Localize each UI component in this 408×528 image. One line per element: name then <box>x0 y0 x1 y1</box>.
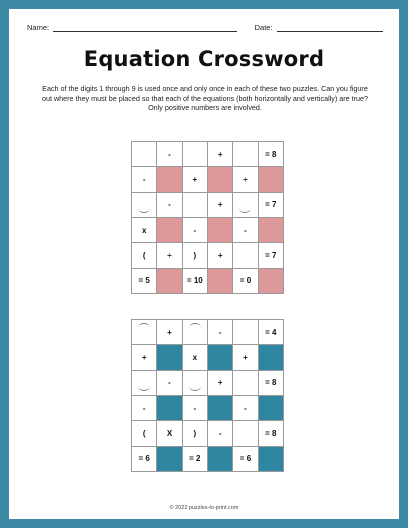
name-line <box>53 24 237 32</box>
cell-text: = 6 <box>138 454 150 464</box>
symbol-cell <box>182 446 207 471</box>
filled-cell <box>157 167 182 192</box>
answer-cell[interactable] <box>132 320 157 345</box>
filled-cell <box>157 395 182 420</box>
digit-arc-mark <box>189 386 201 391</box>
date-line <box>277 24 383 32</box>
footer-copyright: © 2022 puzzles-to-print.com <box>169 505 239 511</box>
grid-row <box>132 217 284 242</box>
page-title: Equation Crossword <box>83 47 325 71</box>
cell-text: = 8 <box>265 149 277 159</box>
cell-text: = 7 <box>265 200 277 210</box>
header-row <box>27 23 383 32</box>
grid-row <box>132 370 284 395</box>
cell-text: - <box>244 403 247 413</box>
filled-cell <box>207 268 232 293</box>
cell-text: - <box>168 200 171 210</box>
cell-text: = 0 <box>239 276 252 286</box>
filled-cell <box>157 345 182 370</box>
filled-cell <box>258 345 283 370</box>
cell-text: + <box>141 352 147 362</box>
symbol-cell <box>182 345 207 370</box>
symbol-cell <box>132 268 157 293</box>
symbol-cell <box>233 217 258 242</box>
cell-text: ÷ <box>167 250 172 260</box>
grid-row <box>132 345 284 370</box>
cell-text: + <box>217 149 223 159</box>
cell-text: = 2 <box>189 454 201 464</box>
answer-cell[interactable] <box>132 142 157 167</box>
symbol-cell <box>258 243 283 268</box>
symbol-cell <box>132 421 157 446</box>
symbol-cell <box>182 395 207 420</box>
digit-arc-mark <box>138 323 150 328</box>
symbol-cell <box>157 421 182 446</box>
symbol-cell <box>207 142 232 167</box>
name-label: Name: <box>27 23 50 32</box>
digit-arc-mark <box>239 208 251 213</box>
answer-cell[interactable] <box>233 370 258 395</box>
symbol-cell <box>182 217 207 242</box>
symbol-cell <box>207 370 232 395</box>
symbol-cell <box>132 217 157 242</box>
symbol-cell <box>132 167 157 192</box>
grid-row <box>132 167 284 192</box>
symbol-cell <box>207 243 232 268</box>
worksheet <box>9 9 399 519</box>
grid-row <box>132 243 284 268</box>
symbol-cell <box>207 192 232 217</box>
filled-cell <box>157 446 182 471</box>
answer-cell[interactable] <box>233 320 258 345</box>
cell-text: ÷ <box>243 174 248 184</box>
filled-cell <box>258 217 283 242</box>
cell-text: = 8 <box>265 378 277 388</box>
grid-row <box>132 142 284 167</box>
symbol-cell <box>157 370 182 395</box>
symbol-cell <box>207 421 232 446</box>
cell-text: - <box>168 378 171 388</box>
grid-row <box>132 268 284 293</box>
symbol-cell <box>132 345 157 370</box>
symbol-cell <box>233 268 258 293</box>
cell-text: = 4 <box>265 327 277 337</box>
symbol-cell <box>132 243 157 268</box>
cell-text: ( <box>142 428 146 438</box>
cell-text: ( <box>142 250 146 260</box>
symbol-cell <box>157 192 182 217</box>
puzzle-2-grid <box>131 319 284 472</box>
cell-text: - <box>244 225 247 235</box>
filled-cell <box>207 446 232 471</box>
digit-arc-mark <box>189 323 201 328</box>
grid-row <box>132 421 284 446</box>
filled-cell <box>258 446 283 471</box>
symbol-cell <box>258 370 283 395</box>
cell-text: + <box>243 352 248 362</box>
cell-text: + <box>167 327 172 337</box>
cell-text: ) <box>193 250 197 260</box>
answer-cell[interactable] <box>233 243 258 268</box>
digit-arc-mark <box>138 208 150 213</box>
symbol-cell <box>182 268 207 293</box>
symbol-cell <box>182 243 207 268</box>
cell-text: + <box>192 174 198 184</box>
filled-cell <box>258 395 283 420</box>
cell-text: = 6 <box>239 454 252 464</box>
cell-text: + <box>217 200 223 210</box>
grid-row <box>132 192 284 217</box>
symbol-cell <box>258 142 283 167</box>
symbol-cell <box>182 167 207 192</box>
cell-text: - <box>168 149 171 159</box>
answer-cell[interactable] <box>233 192 258 217</box>
cell-text: = 10 <box>186 276 203 286</box>
answer-cell[interactable] <box>182 142 207 167</box>
symbol-cell <box>233 446 258 471</box>
cell-text: ) <box>193 428 197 438</box>
answer-cell[interactable] <box>132 192 157 217</box>
symbol-cell <box>157 243 182 268</box>
puzzle-1-grid <box>131 141 284 294</box>
symbol-cell <box>233 395 258 420</box>
answer-cell[interactable] <box>182 370 207 395</box>
symbol-cell <box>258 192 283 217</box>
filled-cell <box>258 167 283 192</box>
cell-text: + <box>217 250 223 260</box>
symbol-cell <box>258 421 283 446</box>
filled-cell <box>207 345 232 370</box>
grid-row <box>132 320 284 345</box>
cell-text: - <box>142 174 146 184</box>
symbol-cell <box>132 446 157 471</box>
cell-text: X <box>166 428 173 438</box>
cell-text: - <box>142 403 146 413</box>
symbol-cell <box>207 320 232 345</box>
answer-cell[interactable] <box>233 142 258 167</box>
filled-cell <box>157 268 182 293</box>
grid-row <box>132 446 284 471</box>
symbol-cell <box>132 395 157 420</box>
filled-cell <box>207 167 232 192</box>
date-label: Date: <box>254 23 273 32</box>
cell-text: = 5 <box>138 276 150 286</box>
instructions: Each of the digits 1 through 9 is used once and only once in each of these two puzzles. Can you figure out where they must be placed so that each of the equations (both horizontally and vertically) are true? Only positive numbers are involved. <box>41 84 369 112</box>
cell-text: - <box>193 403 197 413</box>
cell-text: + <box>217 378 223 388</box>
symbol-cell <box>157 142 182 167</box>
cell-text: = 8 <box>265 428 277 438</box>
grid-row <box>132 395 284 420</box>
symbol-cell <box>157 320 182 345</box>
cell-text: - <box>193 225 197 235</box>
cell-text: x <box>192 352 198 362</box>
filled-cell <box>207 395 232 420</box>
filled-cell <box>258 268 283 293</box>
symbol-cell <box>258 320 283 345</box>
filled-cell <box>207 217 232 242</box>
digit-arc-mark <box>138 386 150 391</box>
answer-cell[interactable] <box>132 370 157 395</box>
answer-cell[interactable] <box>233 421 258 446</box>
filled-cell <box>157 217 182 242</box>
answer-cell[interactable] <box>182 320 207 345</box>
cell-text: - <box>218 327 222 337</box>
symbol-cell <box>233 167 258 192</box>
symbol-cell <box>233 345 258 370</box>
answer-cell[interactable] <box>182 192 207 217</box>
cell-text: = 7 <box>265 250 277 260</box>
cell-text: x <box>141 225 147 235</box>
symbol-cell <box>182 421 207 446</box>
cell-text: - <box>218 428 222 438</box>
